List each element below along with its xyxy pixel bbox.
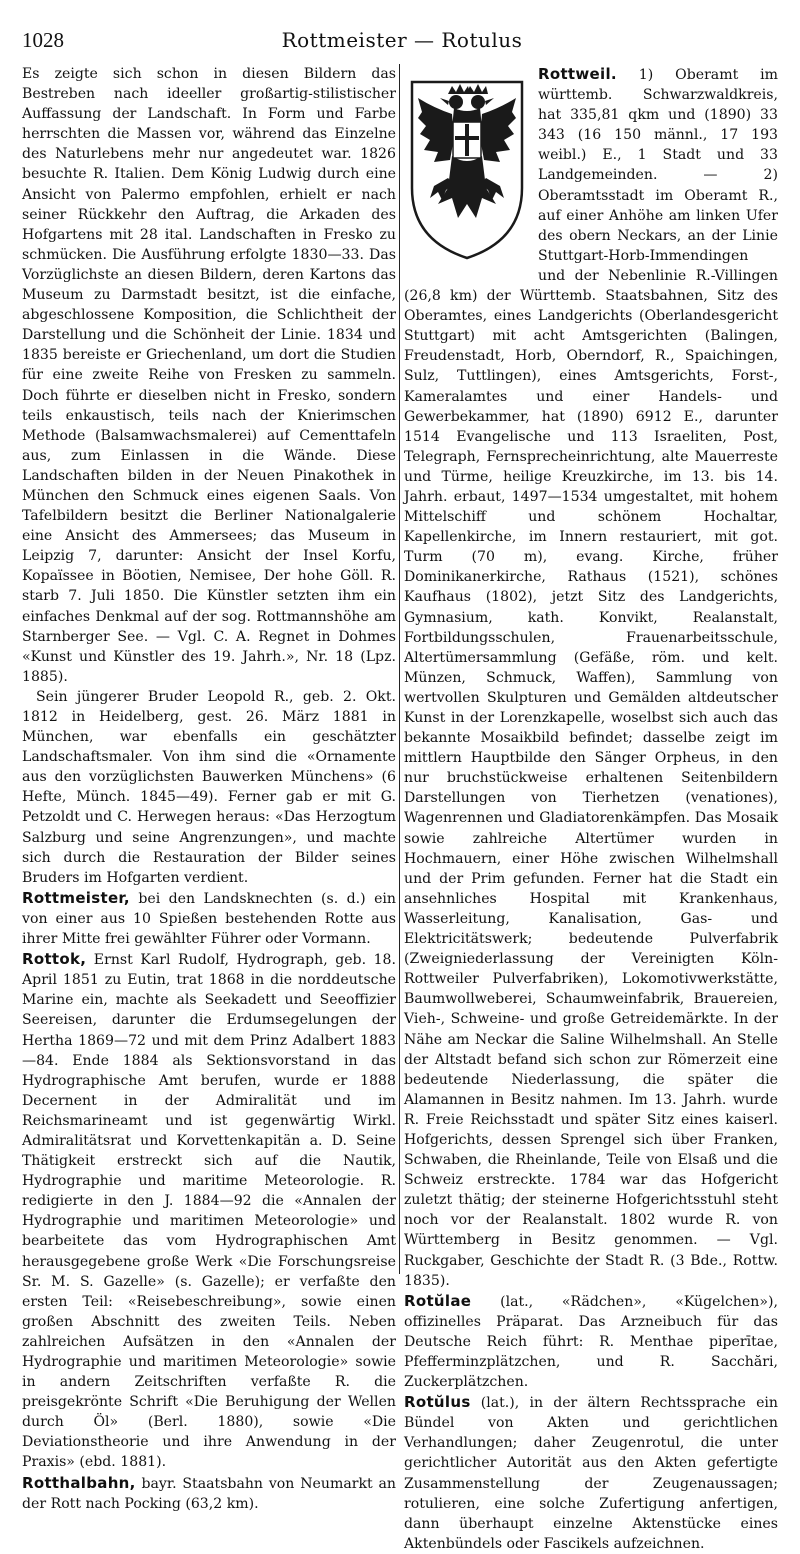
entry-rottmeister bbox=[22, 888, 396, 949]
entry-rottweil-text: 1) Oberamt im württemb. Schwarzwaldkreis, hat 335,81 qkm und (1890) 33 343 (16 150 männl., 17 193 weibl.) E., 1 Stadt und 33 Landgemeinden. — 2) Oberamtsstadt im Oberamt R., auf einer Anhöhe am linken Ufer des obern Neckars, an der Linie Stuttgart-Horb-Immendingen und der Nebenlinie R.-Villingen (26,8 km) der Württemb. Staatsbahnen, Sitz des Oberamtes, eines Landgerichts (Oberlandesgericht Stuttgart) mit acht Amtsgerichten (Balingen, Freudenstadt, Horb, Oberndorf, R., Spaichingen, Sulz, Tuttlingen), eines Amtsgerichts, Forst-, Kameralamtes und einer Handels- und Gewerbekammer, hat (1890) 6912 E., darunter 1514 Evangelische und 113 Israeliten, Post, Telegraph, Fernsprecheinrichtung, alte Mauerreste und Türme, heilige Kreuzkirche, im 13. bis 14. Jahrh. erbaut, 1497—1534 umgestaltet, mit hohem Mittelschiff und schönem Hochaltar, Kapellenkirche, im Innern restauriert, mit got. Turm (70 m), evang. Kirche, früher Dominikanerkirche, Rathaus (1521), schönes Kaufhaus (1802), jetzt Sitz des Landgerichts, Gymnasium, kath. Konvikt, Realanstalt, Fortbildungsschulen, Frauenarbeitsschule, Altertümersammlung (Gefäße, röm. und kelt. Münzen, Schmuck, Waffen), Sammlung von wertvollen Skulpturen und Gemälden altdeutscher Kunst in der Lorenzkapelle, woselbst sich auch das bekannte Mosaikbild befindet; dasselbe zeigt im mittlern Hauptbilde den Sänger Orpheus, in den nur bruchstückweise erhaltenen Seitenbildern Darstellungen von Tierhetzen (venationes), Wagenrennen und Gladiatorenkämpfen. Das Mosaik sowie zahlreiche Altertümer wurden in Hochmauern, einer Höhe zwischen Wilhelmshall und der Prim gefunden. Ferner hat die Stadt ein ansehnliches Hospital mit Krankenhaus, Wasserleitung, Kanalisation, Gas- und Elektricitätswerk; bedeutende Pulverfabrik (Zweigniederlassung der Vereinigten Köln-Rottweiler Pulverfabriken), Lokomotivwerkstätte, Baumwollweberei, Schaumweinfabrik, Brauereien, Vieh-, Schweine- und große Getreidemärkte. In der Nähe am Neckar die Saline Wilhelmshall. An Stelle der Altstadt befand sich schon zur Römerzeit eine bedeutende Niederlassung, die später die Alamannen in Besitz nahmen. Im 13. Jahrh. wurde R. Freie Reichsstadt und später Sitz eines kaiserl. Hofgerichts, dessen Sprengel sich über Franken, Schwaben, die Rheinlande, Teile von Elsaß und die Schweiz erstreckte. 1784 war das Hofgericht zuletzt thätig; der steinerne Hofgerichtsstuhl steht noch vor der Realanstalt. 1802 wurde R. von Württemberg in Besitz genommen. — Vgl. Ruckgaber, Geschichte der Stadt R. (3 Bde., Rottw. 1835). bbox=[404, 67, 778, 1289]
rottmann-continuation-paragraph: Es zeigte sich schon in diesen Bildern das Bestreben nach ideeller großartig-stilistischer Auffassung der Landschaft. In Form und Farbe herrschten die Massen vor, während das Einzelne des Naturlebens mehr nur angedeutet war. 1826 besuchte R. Italien. Dem König Ludwig durch eine Ansicht von Palermo empfohlen, erhielt er nach seiner Rückkehr den Auftrag, die Arkaden des Hofgartens mit 28 ital. Landschaften in Fresko zu schmücken. Die Ausführung erfolgte 1830—33. Das Vorzüglichste an diesen Bildern, deren Kartons das Museum zu Darmstadt besitzt, ist die einfache, abgeschlossene Komposition, die Schlichtheit der Darstellung und die Schönheit der Linie. 1834 und 1835 bereiste er Griechenland, um dort die Studien für eine zweite Reihe von Fresken zu sammeln. Doch führte er dieselben nicht in Fresko, sondern teils enkaustisch, teils nach der Knierimschen Methode (Balsamwachsmalerei) auf Cementtafeln aus, zum Einlassen in die Wände. Diese Landschaften bilden in der Neuen Pinakothek in München den Schmuck eines eigenen Saals. Von Tafelbildern besitzt die Berliner Nationalgalerie eine Ansicht des Ammersees; das Museum in Leipzig 7, darunter: Ansicht der Insel Korfu, Kopaïssee in Böotien, Nemisee, Der hohe Göll. R. starb 7. Juli 1850. Die Künstler setzten ihm ein einfaches Denkmal auf der sog. Rottmannshöhe am Starnberger See. — Vgl. C. A. Regnet in Dohmes «Kunst und Künstler des 19. Jahrh.», Nr. 18 (Lpz. 1885). bbox=[22, 66, 396, 685]
entry-rotulus bbox=[404, 1392, 778, 1554]
entry-rotulae bbox=[404, 1291, 778, 1392]
lemma-rotulus: Rotŭlus bbox=[404, 1393, 471, 1412]
column-divider bbox=[399, 64, 400, 1274]
lemma-rotulae: Rotŭlae bbox=[404, 1291, 472, 1310]
entry-rottok bbox=[22, 949, 396, 1472]
right-column bbox=[404, 64, 778, 1552]
entry-rotulus-text: (lat.), in der ältern Rechtssprache ein Bündel von Akten und gerichtlichen Verhandlungen; daher Zeugenrotul, die unter gerichtlicher Autorität aus den Akten gefertigte Zusammenstellung der Zeugenaussagen; rotulieren, eine solche Zufertigung anfertigen, dann überhaupt einzelne Aktenstücke eines Aktenbündels oder Fascikels aufzeichnen. bbox=[404, 1395, 778, 1552]
left-column bbox=[22, 64, 396, 1512]
lemma-rotthalbahn: Rotthalbahn, bbox=[22, 1473, 136, 1492]
lemma-rottok: Rottok, bbox=[22, 950, 87, 969]
entry-rottok-text: Ernst Karl Rudolf, Hydrograph, geb. 18. April 1851 zu Eutin, trat 1868 in die norddeutsche Marine ein, machte als Seekadett und Seeoffizier Seereisen, darunter die Erdumsegelungen der Hertha 1869—72 und mit dem Prinz Adalbert 1883—84. Ende 1884 als Sektionsvorstand in das Hydrographische Amt berufen, wurde er 1888 Decernent in der Admiralität und im Reichsmarineamt und ist gegenwärtig Wirkl. Admiralitätsrat und Korvettenkapitän a. D. Seine Thätigkeit erstreckt sich auf die Nautik, Hydrographie und maritime Meteorologie. R. redigierte in den J. 1884—92 die «Annalen der Hydrographie und maritimen Meteorologie» und bearbeitete das vom Hydrographischen Amt herausgegebene große Werk «Die Forschungsreise Sr. M. S. Gazelle» (s. Gazelle); er verfaßte den ersten Teil: «Reisebeschreibung», sowie einen großen Abschnitt des zweiten Teils. Neben zahlreichen Aufsätzen in den «Annalen der Hydrographie und maritimen Meteorologie» sowie in andern Zeitschriften verfaßte R. die preisgekrönte Schrift «Die Beruhigung der Wellen durch Öl» (Berl. 1880), sowie «Die Deviationstheorie und ihre Anwendung in der Praxis» (ebd. 1881). bbox=[22, 952, 396, 1471]
page-number: 1028 bbox=[22, 28, 64, 52]
entry-rottweil bbox=[404, 64, 778, 1291]
entry-rotthalbahn-text: bayr. Staatsbahn von Neumarkt an der Rott nach Pocking (63,2 km). bbox=[22, 1475, 396, 1512]
lemma-rottmeister: Rottmeister, bbox=[22, 888, 130, 907]
page-header bbox=[22, 28, 782, 58]
entry-rottmeister-text: bei den Landsknechten (s. d.) ein von einer aus 10 Spießen bestehenden Rotte aus ihrer Mitte frei gewählter Führer oder Vormann. bbox=[22, 890, 396, 948]
leopold-rottmann-paragraph: Sein jüngerer Bruder Leopold R., geb. 2. Okt. 1812 in Heidelberg, gest. 26. März 1881 in München, war ebenfalls ein geschätzter Landschaftsmaler. Von ihm sind die «Ornamente aus den vorzüglichsten Bauwerken Münchens» (6 Hefte, Münch. 1845—49). Ferner gab er mit G. Petzoldt und C. Herwegen heraus: «Das Herzogtum Salzburg und seine Angrenzungen», und machte sich durch die Restauration der Bilder seines Bruders im Hofgarten verdient. bbox=[22, 688, 396, 886]
coat-of-arms-eagle-icon bbox=[404, 68, 530, 264]
lemma-rottweil: Rottweil. bbox=[538, 65, 617, 83]
entry-rotthalbahn bbox=[22, 1473, 396, 1514]
running-head: Rottmeister — Rotulus bbox=[281, 28, 523, 52]
entry-rotulae-text: (lat., «Rädchen», «Kügelchen»), offizinelles Präparat. Das Arzneibuch für das Deutsche Reich führt: R. Menthae piperītae, Pfefferminzplätzchen, und R. Sacchări, Zuckerplätzchen. bbox=[404, 1293, 778, 1391]
